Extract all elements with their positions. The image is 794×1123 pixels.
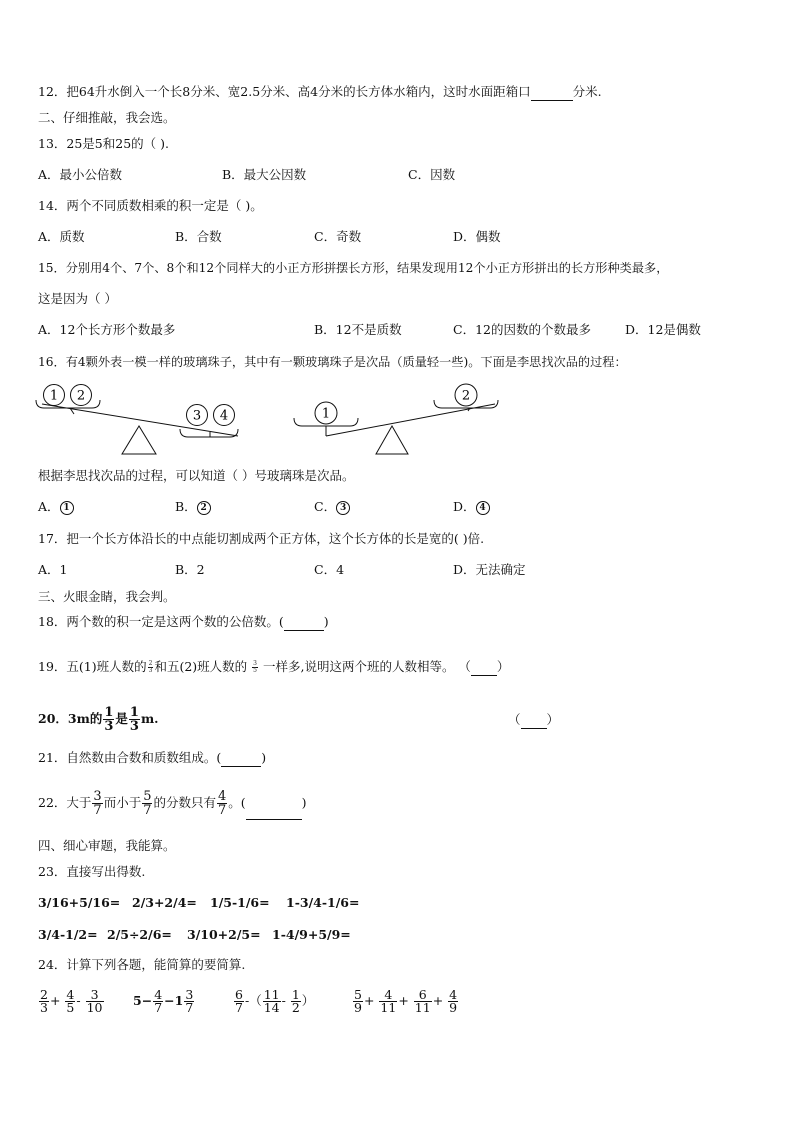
fraction: $\frac{11}{14}$ <box>263 986 280 1015</box>
option-b[interactable]: B．合数 <box>175 229 222 244</box>
question-13: 13．25是5和25的（ ). <box>38 136 169 151</box>
calc-item: 3/4-1/2= <box>38 927 98 942</box>
question-15-line2: 这是因为（ ） <box>38 291 117 306</box>
calc-item: 3/16+5/16= <box>38 895 121 910</box>
ball-label: 2 <box>461 388 471 404</box>
question-15-line1: 15．分别用4个、7个、8个和12个同样大的小正方形拼摆长方形，结果发现用12个小正方形拼出的长方形种类最多， <box>38 261 669 275</box>
circled-number: 3 <box>336 501 350 515</box>
option-a[interactable]: A． 1 <box>38 499 74 515</box>
option-c[interactable]: C．12的因数的个数最多 <box>453 322 591 337</box>
fraction: $\frac{4}{7}$ <box>218 789 227 818</box>
answer-bracket[interactable]: （ ） <box>508 712 560 727</box>
balance-diagram <box>30 378 510 458</box>
section-4-title: 四、细心审题，我能算。 <box>38 838 176 853</box>
ball-label: 4 <box>219 408 229 424</box>
option-d[interactable]: D．无法确定 <box>453 562 526 577</box>
calc-item: 1/5-1/6= <box>210 895 270 910</box>
question-20: 20．3m的 $\frac{1}{3}$ 是 $\frac{1}{3}$ m. <box>38 705 159 734</box>
question-14: 14．两个不同质数相乘的积一定是（ )。 <box>38 198 263 213</box>
expression-3: $\frac{6}{7}$ -（ $\frac{11}{14}$ - $\frac{1}{2}$ ） <box>235 986 315 1015</box>
question-19: 19．五(1)班人数的 $\frac{2}{3}$ 和五(2)班人数的 $\frac{3}{5}$ 一样多,说明这两个班的人数相等。 （ ） <box>38 659 510 674</box>
fraction: $\frac{4}{9}$ <box>449 986 458 1015</box>
fraction: $\frac{6}{7}$ <box>235 986 243 1015</box>
option-d[interactable]: D．12是偶数 <box>625 322 701 337</box>
answer-blank[interactable] <box>221 750 261 767</box>
option-d[interactable]: D．偶数 <box>453 229 501 244</box>
ball-label: 1 <box>49 388 59 404</box>
answer-blank[interactable] <box>284 614 324 631</box>
question-18: 18．两个数的积一定是这两个数的公倍数。( ) <box>38 614 329 629</box>
fraction: $\frac{5}{9}$ <box>354 986 362 1015</box>
fraction: $\frac{1}{3}$ <box>104 705 114 734</box>
option-b[interactable]: B．最大公因数 <box>222 167 307 182</box>
option-c[interactable]: C． 3 <box>314 499 350 515</box>
calc-item: 1-3/4-1/6= <box>286 895 360 910</box>
ball-label: 1 <box>321 406 331 422</box>
fraction: $\frac{1}{2}$ <box>291 986 300 1015</box>
answer-blank[interactable] <box>531 84 573 101</box>
question-12: 12．把64升水倒入一个长8分米、宽2.5分米、高4分米的长方体水箱内，这时水面距箱口 分米. <box>38 84 602 99</box>
fraction: $\frac{4}{5}$ <box>66 986 75 1015</box>
option-a[interactable]: A．质数 <box>38 229 85 244</box>
question-21: 21．自然数由合数和质数组成。( ) <box>38 750 267 765</box>
circled-number: 4 <box>476 501 490 515</box>
option-a[interactable]: A．1 <box>38 562 68 577</box>
expression-4: $\frac{5}{9}$ + $\frac{4}{11}$ + $\frac{6}{11}$ + $\frac{4}{9}$ <box>354 986 458 1015</box>
circled-number: 2 <box>197 501 211 515</box>
option-b[interactable]: B．12不是质数 <box>314 322 402 337</box>
question-24: 24．计算下列各题，能简算的要简算. <box>38 957 246 972</box>
expression-2: 5− $\frac{4}{7}$ −1 $\frac{3}{7}$ <box>133 986 194 1015</box>
balance-right <box>294 384 498 454</box>
question-22: 22．大于 $\frac{3}{7}$ 而小于 $\frac{5}{7}$ 的分数只有 $\frac{4}{7}$ 。( ) <box>38 789 307 818</box>
fraction: $\frac{3}{7}$ <box>185 986 194 1015</box>
fraction: $\frac{2}{3}$ <box>40 986 48 1015</box>
option-b[interactable]: B． 2 <box>175 499 211 515</box>
fraction: $\frac{1}{3}$ <box>129 705 139 734</box>
fraction: $\frac{4}{11}$ <box>380 986 397 1015</box>
fraction: $\frac{3}{10}$ <box>86 986 103 1015</box>
fraction: $\frac{5}{7}$ <box>143 789 152 818</box>
circled-number: 1 <box>60 501 74 515</box>
fraction: $\frac{4}{7}$ <box>154 986 163 1015</box>
fraction: $\frac{6}{11}$ <box>414 986 431 1015</box>
answer-blank[interactable] <box>471 659 497 676</box>
question-23: 23．直接写出得数. <box>38 864 146 879</box>
calc-item: 2/5÷2/6= <box>107 927 172 942</box>
calc-item: 3/10+2/5= <box>187 927 261 942</box>
fraction: $\frac{3}{7}$ <box>93 789 102 818</box>
question-17: 17．把一个长方体沿长的中点能切割成两个正方体，这个长方体的长是宽的( )倍. <box>38 531 485 546</box>
question-16-prompt: 根据李思找次品的过程，可以知道（ ）号玻璃珠是次品。 <box>38 468 355 483</box>
fraction: $\frac{3}{5}$ <box>253 660 257 674</box>
section-2-title: 二、仔细推敲，我会选。 <box>38 110 176 125</box>
option-a[interactable]: A．最小公倍数 <box>38 167 123 182</box>
option-b[interactable]: B．2 <box>175 562 205 577</box>
option-d[interactable]: D． 4 <box>453 499 490 515</box>
ball-label: 2 <box>76 388 86 404</box>
question-16: 16．有4颗外表一模一样的玻璃珠子，其中有一颗玻璃珠子是次品（质量轻一些)。下面是李思找次品的过程： <box>38 355 627 369</box>
option-c[interactable]: C．4 <box>314 562 345 577</box>
answer-blank[interactable] <box>246 787 302 820</box>
section-3-title: 三、火眼金睛，我会判。 <box>38 589 176 604</box>
option-c[interactable]: C．因数 <box>408 167 456 182</box>
ball-label: 3 <box>192 408 202 424</box>
fraction: $\frac{2}{3}$ <box>148 660 153 674</box>
calc-item: 1-4/9+5/9= <box>272 927 351 942</box>
option-a[interactable]: A．12个长方形个数最多 <box>38 322 176 337</box>
expression-1: $\frac{2}{3}$ + $\frac{4}{5}$ - $\frac{3}{10}$ <box>40 986 103 1015</box>
option-c[interactable]: C．奇数 <box>314 229 362 244</box>
balance-left <box>36 385 238 455</box>
calc-item: 2/3+2/4= <box>132 895 197 910</box>
